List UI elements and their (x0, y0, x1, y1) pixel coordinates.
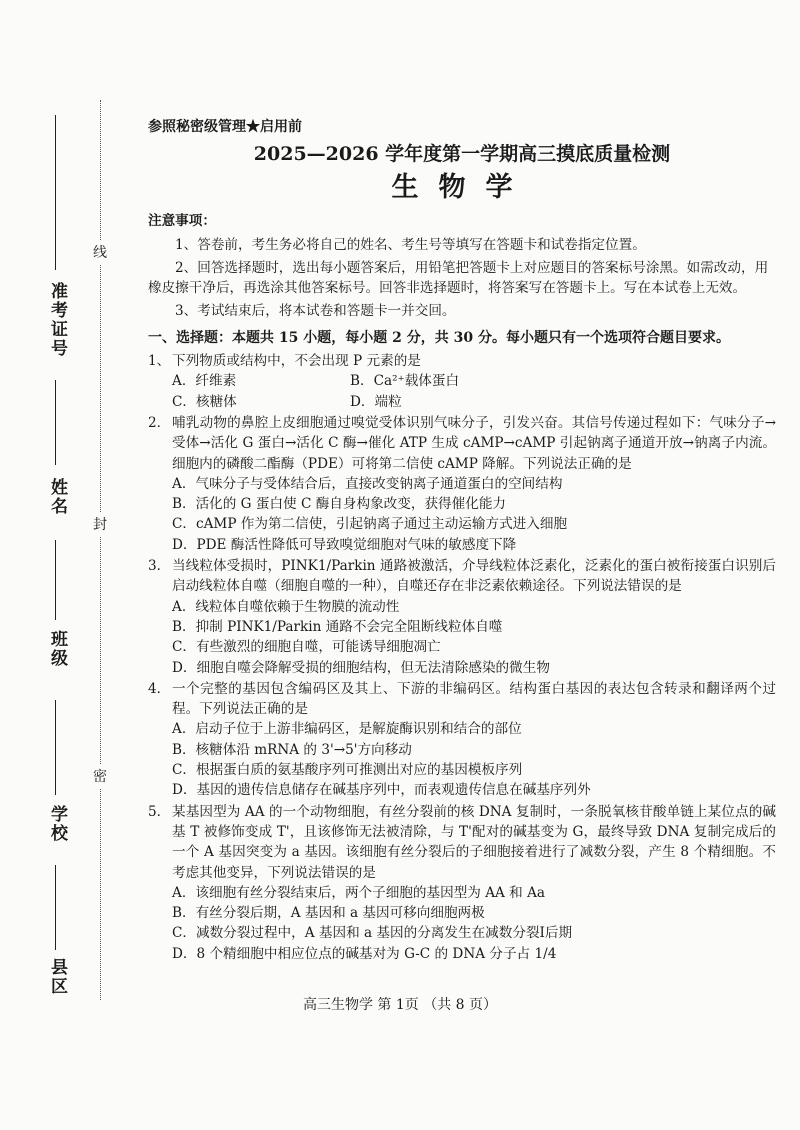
section-heading: 一、选择题：本题共 15 小题，每小题 2 分，共 30 分。每小题只有一个选项符合题目要求。 (148, 329, 730, 346)
option-d: D．PDE 酶活性降低可导致嗅觉细胞对气味的敏感度下降 (172, 536, 517, 553)
question-number: 5． (148, 803, 171, 820)
option-c: C．cAMP 作为第二信使，引起钠离子通过主动运输方式进入细胞 (172, 516, 568, 533)
seal-char-xian: 线 (93, 240, 107, 264)
question-number: 4． (148, 680, 171, 697)
option-b: B．有丝分裂后期，A 基因和 a 基因可移向细胞两极 (172, 905, 485, 922)
confidential-note: 参照秘密级管理★启用前 (148, 119, 302, 135)
question-number: 3． (148, 558, 171, 575)
seal-char-feng: 封 (93, 512, 107, 536)
class-blank[interactable] (55, 540, 56, 620)
binding-dotted-line (100, 100, 101, 1000)
question-number: 2． (148, 414, 171, 431)
name-blank[interactable] (55, 380, 56, 465)
seal-char-mi: 密 (93, 764, 107, 788)
question-4 (148, 679, 776, 801)
exam-number-label: 准考证号 (47, 282, 67, 358)
question-2 (148, 413, 776, 555)
option-b: B．抑制 PINK1/Parkin 通路不会完全阻断线粒体自噬 (172, 618, 503, 635)
exam-number-blank[interactable] (55, 115, 56, 270)
question-stem: 当线粒体受损时，PINK1/Parkin 通路被激活，介导线粒体泛素化，泛素化的蛋白被衔接蛋白识别后启动线粒体自噬（细胞自噬的一种），自噬还存在非泛素依赖途径。下列说法错误的是 (172, 558, 776, 595)
notice-item: 1、答卷前，考生务必将自己的姓名、考生号等填写在答题卡和试卷指定位置。 (175, 236, 646, 253)
option-c: C．有些激烈的细胞自噬，可能诱导细胞凋亡 (172, 639, 441, 656)
school-blank[interactable] (55, 700, 56, 795)
question-5 (148, 802, 776, 964)
option-a: A．线粒体自噬依赖于生物膜的流动性 (172, 598, 400, 615)
question-stem: 某基因型为 AA 的一个动物细胞，有丝分裂前的核 DNA 复制时，一条脱氧核苷酸单链上某位点的碱基 T 被修饰变成 T'，且该修饰无法被清除，与 T'配对的碱基变为 G，最终导致 DNA 复制完成后的一个 A 基因突变为 a 基因。该细胞有丝分裂后的子细胞接着进行了减数分裂，产生 8 个精细胞。不考虑其他变异，下列说法错误的是 (172, 803, 776, 881)
page-footer: 高三生物学 第 1页 （共 8 页） (302, 997, 498, 1013)
question-1 (148, 351, 776, 412)
exam-title: 2025—2026 学年度第一学期高三摸底质量检测 (253, 143, 671, 166)
question-number: 1、 (148, 353, 171, 370)
name-label: 姓名 (47, 478, 67, 516)
notice-item: 3、考试结束后，将本试卷和答题卡一并交回。 (175, 303, 456, 320)
district-blank[interactable] (55, 865, 56, 950)
option-b: B．活化的 G 蛋白使 C 酶自身构象改变，获得催化能力 (172, 496, 507, 513)
option-d: D．基因的遗传信息储存在碱基序列中，而表观遗传信息在碱基序列外 (172, 782, 591, 799)
question-stem: 下列物质或结构中，不会出现 P 元素的是 (172, 353, 421, 370)
exam-content (148, 117, 776, 964)
option-b: B．Ca²⁺载体蛋白 (350, 373, 460, 390)
option-c: C．减数分裂过程中，A 基因和 a 基因的分离发生在减数分裂Ⅰ后期 (172, 925, 573, 942)
option-c: C．核糖体 (172, 393, 237, 410)
notice-heading: 注意事项： (148, 213, 216, 230)
option-a: A．纤维素 (172, 373, 237, 390)
option-d: D．8 个精细胞中相应位点的碱基对为 G-C 的 DNA 分子占 1/4 (172, 945, 557, 962)
class-label: 班级 (47, 630, 67, 668)
option-b: B．核糖体沿 mRNA 的 3'→5'方向移动 (172, 741, 412, 758)
question-3 (148, 556, 776, 678)
option-d: D．细胞自噬会降解受损的细胞结构，但无法清除感染的微生物 (172, 659, 550, 676)
option-a: A．气味分子与受体结合后，直接改变钠离子通道蛋白的空间结构 (172, 475, 563, 492)
school-label: 学校 (47, 805, 67, 843)
question-stem: 哺乳动物的鼻腔上皮细胞通过嗅觉受体识别气味分子，引发兴奋。其信号传递过程如下：气味分子→受体→活化 G 蛋白→活化 C 酶→催化 ATP 生成 cAMP→cAMP 引起钠离子通道开放→钠离子内流。细胞内的磷酸二酯酶（PDE）可将第二信使 cAMP 降解。下列说法正确的是 (172, 414, 776, 472)
option-d: D．端粒 (350, 393, 402, 410)
option-a: A．启动子位于上游非编码区，是解旋酶识别和结合的部位 (172, 721, 522, 738)
option-a: A．该细胞有丝分裂结束后，两个子细胞的基因型为 AA 和 Aa (172, 884, 545, 901)
subject-title: 生物学 (391, 172, 533, 204)
notice-item: 2、回答选择题时，选出每小题答案后，用铅笔把答题卡上对应题目的答案标号涂黑。如需改动，用橡皮擦干净后，再选涂其他答案标号。回答非选择题时，将答案写在答题卡上。写在本试卷上无效。 (148, 259, 769, 297)
district-label: 县区 (47, 958, 67, 996)
option-c: C．根据蛋白质的氨基酸序列可推测出对应的基因模板序列 (172, 762, 523, 779)
question-stem: 一个完整的基因包含编码区及其上、下游的非编码区。结构蛋白基因的表达包含转录和翻译两个过程。下列说法正确的是 (172, 680, 776, 718)
